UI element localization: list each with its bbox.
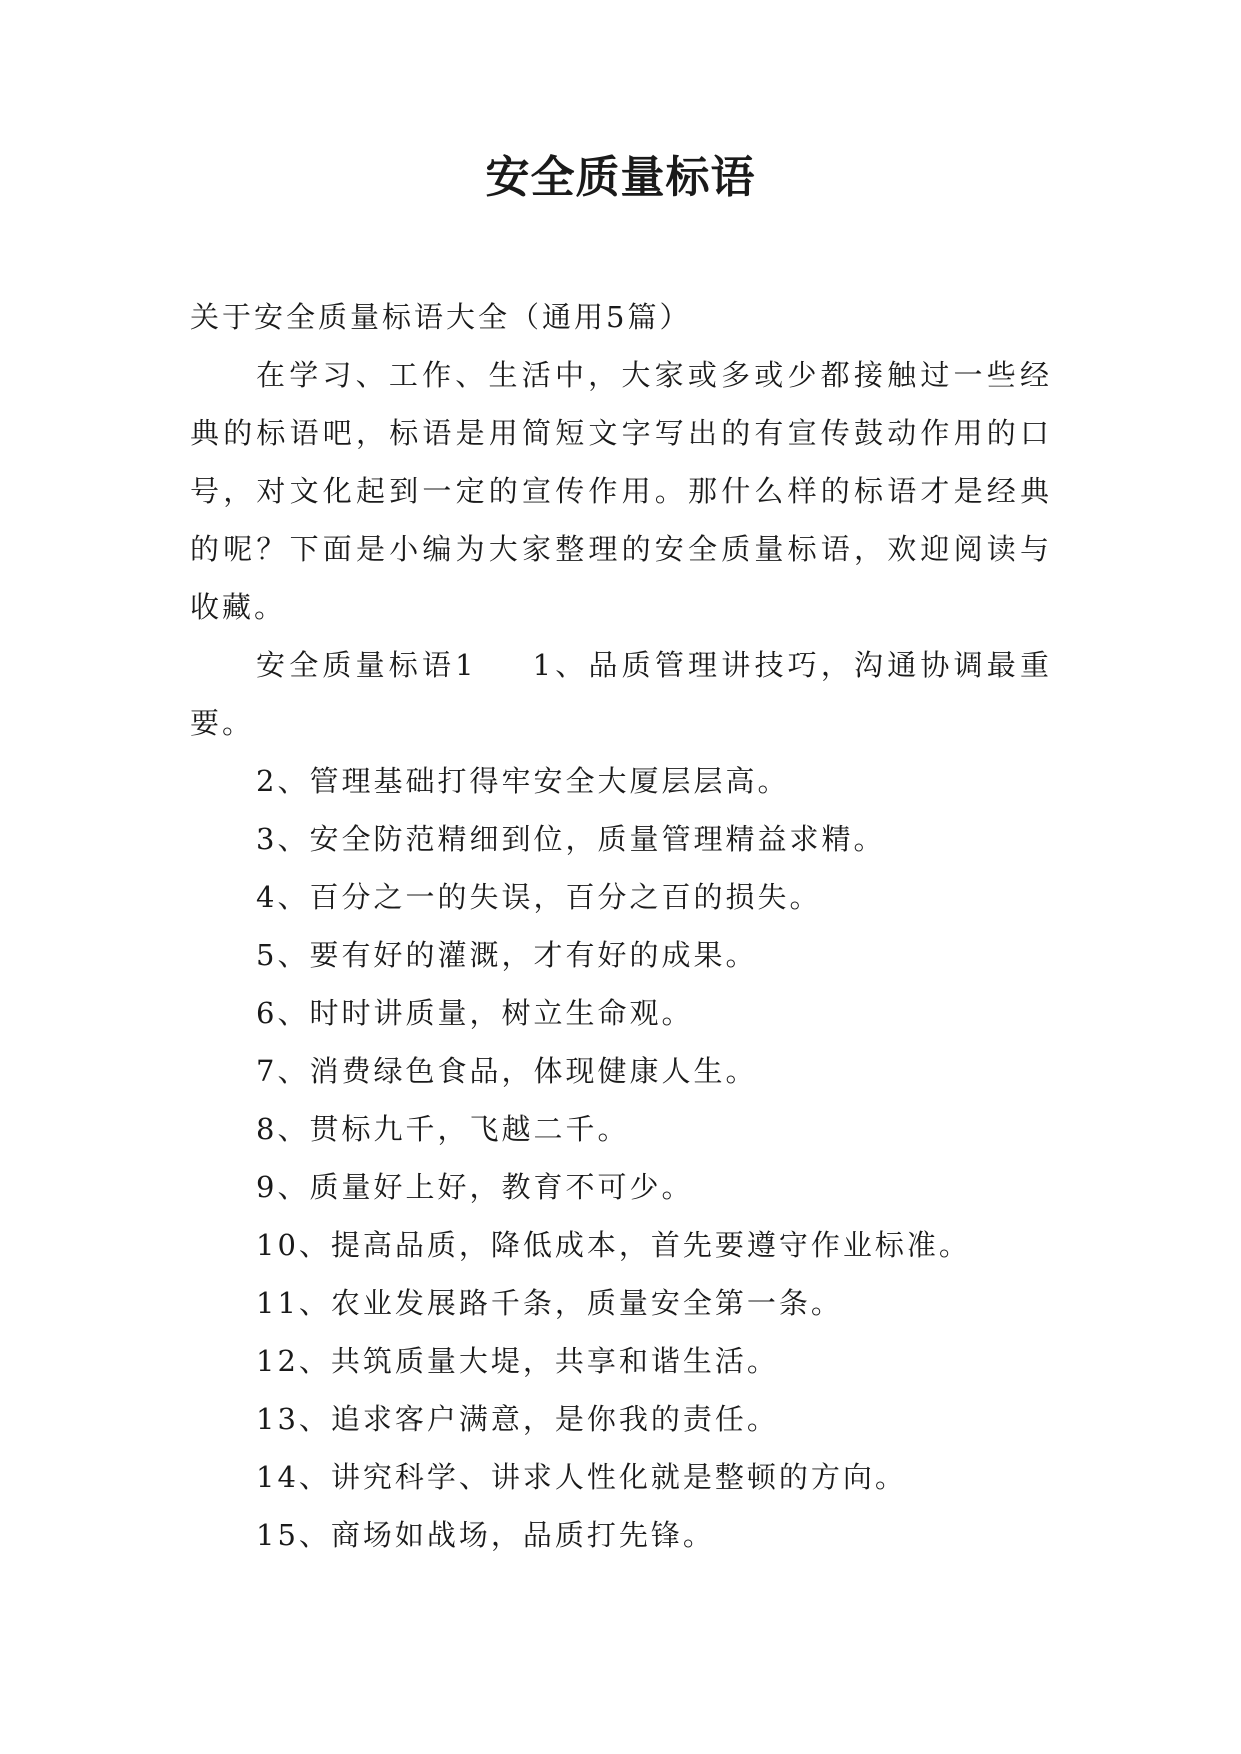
list-item: 14、讲究科学、讲求人性化就是整顿的方向。 — [256, 1460, 907, 1494]
list-item: 8、贯标九千，飞越二千。 — [256, 1112, 630, 1146]
page-title: 安全质量标语 — [485, 152, 756, 203]
list-item: 9、质量好上好，教育不可少。 — [256, 1170, 694, 1204]
section-first-paragraph — [190, 636, 1052, 752]
list-item: 7、消费绿色食品，体现健康人生。 — [256, 1054, 758, 1088]
list-item: 10、提高品质，降低成本，首先要遵守作业标准。 — [256, 1228, 971, 1262]
list-item: 5、要有好的灌溉，才有好的成果。 — [256, 938, 758, 972]
list-item: 11、农业发展路千条，质量安全第一条。 — [256, 1286, 843, 1320]
list-item: 2、管理基础打得牢安全大厦层层高。 — [256, 764, 790, 798]
list-item: 15、商场如战场，品质打先锋。 — [256, 1518, 715, 1552]
document-body — [190, 288, 1052, 1564]
section-heading: 安全质量标语1 — [256, 648, 477, 682]
list-item: 4、百分之一的失误，百分之百的损失。 — [256, 880, 822, 914]
list-item: 3、安全防范精细到位，质量管理精益求精。 — [256, 822, 886, 856]
intro-paragraph: 在学习、工作、生活中，大家或多或少都接触过一些经典的标语吧，标语是用简短文字写出的有宣传鼓动作用的口号，对文化起到一定的宣传作用。那什么样的标语才是经典的呢？下面是小编为大家整理的安全质量标语，欢迎阅读与收藏。 — [190, 358, 1052, 624]
list-item: 12、共筑质量大堤，共享和谐生活。 — [256, 1344, 779, 1378]
list-item: 13、追求客户满意，是你我的责任。 — [256, 1402, 779, 1436]
subtitle: 关于安全质量标语大全（通用5篇） — [190, 300, 692, 334]
list-item: 6、时时讲质量，树立生命观。 — [256, 996, 694, 1030]
list-item: 1、品质管理讲技巧，沟通协调最重要。 — [190, 648, 1053, 740]
